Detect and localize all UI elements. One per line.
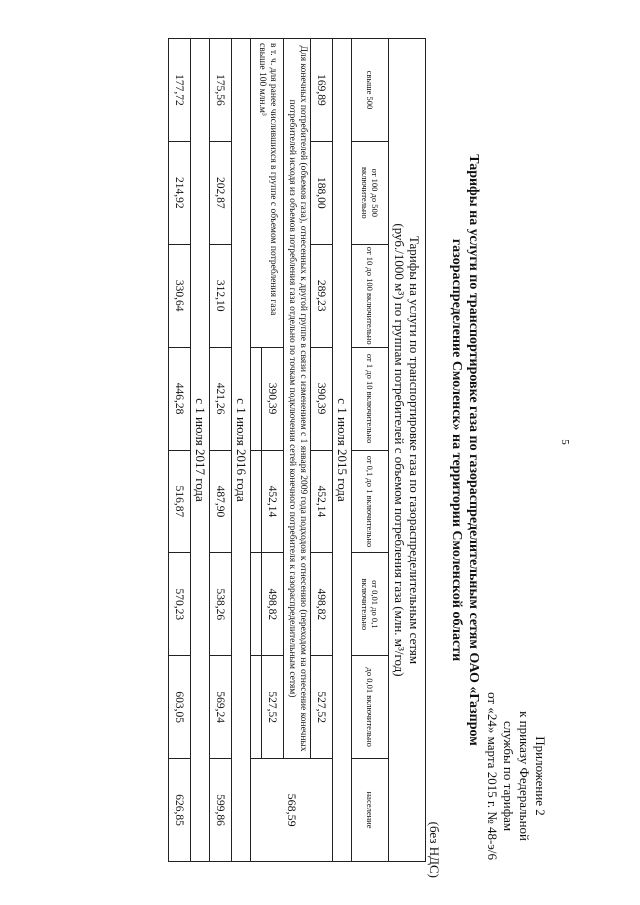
table-cell-empty bbox=[251, 347, 262, 450]
table-cell: 570,23 bbox=[169, 553, 191, 656]
table-cell: 452,14 bbox=[262, 450, 284, 553]
table-cell: 452,14 bbox=[311, 450, 333, 553]
subnote-row bbox=[262, 39, 284, 862]
column-header-row bbox=[352, 39, 389, 862]
table-cell: 289,23 bbox=[311, 244, 333, 347]
column-header: от 0,01 до 0,1 включительно bbox=[352, 553, 389, 656]
period-label-2016: с 1 июля 2016 года bbox=[232, 39, 251, 862]
appendix-header bbox=[484, 692, 548, 860]
table-cell: 312,10 bbox=[210, 244, 232, 347]
table-cell: 487,90 bbox=[210, 450, 232, 553]
table-cell: 446,28 bbox=[169, 347, 191, 450]
table-cell: 569,24 bbox=[210, 656, 232, 759]
table-cell: 599,86 bbox=[210, 759, 232, 862]
header-line: Тарифы на услуги по транспортировке газа по газораспределительным сетям bbox=[407, 235, 422, 665]
column-header: население bbox=[352, 759, 389, 862]
table-cell: 214,92 bbox=[169, 141, 191, 244]
table-cell: 538,26 bbox=[210, 553, 232, 656]
period-row bbox=[333, 39, 352, 862]
column-header: от 0,1 до 1 включительно bbox=[352, 450, 389, 553]
table-header-row bbox=[389, 39, 426, 862]
column-header: свыше 500 bbox=[352, 39, 389, 142]
table-cell: 390,39 bbox=[262, 347, 284, 450]
table-cell: 202,87 bbox=[210, 141, 232, 244]
table-cell: 516,87 bbox=[169, 450, 191, 553]
appendix-line: Приложение 2 bbox=[533, 736, 548, 816]
column-header: от 100 до 500 включительно bbox=[352, 141, 389, 244]
regrouping-note: Для конечных потребителей (объемов газа), отнесенных к другой группе в связи с изменением с 1 января 2009 года подходов к отнесению (переходом на отнесение конечных потребителей исходя из объемов потребления газа отдельно по точкам подключения сетей конечного потребителя к газораспределительным сетям) bbox=[284, 39, 311, 759]
table-main-header bbox=[389, 39, 426, 862]
table-cell: 390,39 bbox=[311, 347, 333, 450]
population-tariff-2015: 568,59 bbox=[251, 759, 333, 862]
vat-note: (без НДС) bbox=[427, 821, 442, 878]
appendix-line: службы по тарифам bbox=[501, 720, 516, 832]
column-header: от 1 до 10 включительно bbox=[352, 347, 389, 450]
table-cell: 188,00 bbox=[311, 141, 333, 244]
table-row bbox=[210, 39, 232, 862]
appendix-line: к приказу Федеральной bbox=[517, 711, 532, 842]
table-cell: 626,85 bbox=[169, 759, 191, 862]
table-cell: 603,05 bbox=[169, 656, 191, 759]
table-cell: 527,52 bbox=[262, 656, 284, 759]
table-row bbox=[311, 39, 333, 862]
former-group-note: в т. ч. для ранее числившихся в группе с объемом потребления газа свыше 100 млн.м³ bbox=[251, 39, 284, 348]
table-cell-empty bbox=[251, 656, 262, 759]
title-line: газораспределение Смоленск» на территории Смоленской области bbox=[449, 238, 464, 662]
table-row bbox=[169, 39, 191, 862]
rotated-page-content bbox=[0, 20, 548, 880]
table-cell: 330,64 bbox=[169, 244, 191, 347]
period-label-2015: с 1 июля 2015 года bbox=[333, 39, 352, 862]
table-cell: 498,82 bbox=[262, 553, 284, 656]
column-header: от 10 до 100 включительно bbox=[352, 244, 389, 347]
table-cell: 527,52 bbox=[311, 656, 333, 759]
page-number: 5 bbox=[558, 439, 571, 445]
title-line: Тарифы на услуги по транспортировке газа по газораспределительным сетям ОАО «Газпром bbox=[466, 154, 481, 746]
table-cell-empty bbox=[251, 450, 262, 553]
table-cell-empty bbox=[251, 553, 262, 656]
appendix-line: от «24» марта 2015 г. № 48-э/6 bbox=[485, 692, 500, 860]
period-row bbox=[232, 39, 251, 862]
table-cell: 421,26 bbox=[210, 347, 232, 450]
tariff-table bbox=[168, 38, 426, 862]
table-cell: 169,89 bbox=[311, 39, 333, 142]
document-title bbox=[448, 60, 482, 840]
table-cell: 177,72 bbox=[169, 39, 191, 142]
period-label-2017: с 1 июля 2017 года bbox=[191, 39, 210, 862]
header-line: (руб./1000 м³) по группам потребителей с объемом потребления газа (млн. м³/год) bbox=[392, 223, 407, 677]
table-cell: 175,56 bbox=[210, 39, 232, 142]
note-row bbox=[284, 39, 311, 862]
period-row bbox=[191, 39, 210, 862]
table-cell: 498,82 bbox=[311, 553, 333, 656]
column-header: до 0,01 включительно bbox=[352, 656, 389, 759]
